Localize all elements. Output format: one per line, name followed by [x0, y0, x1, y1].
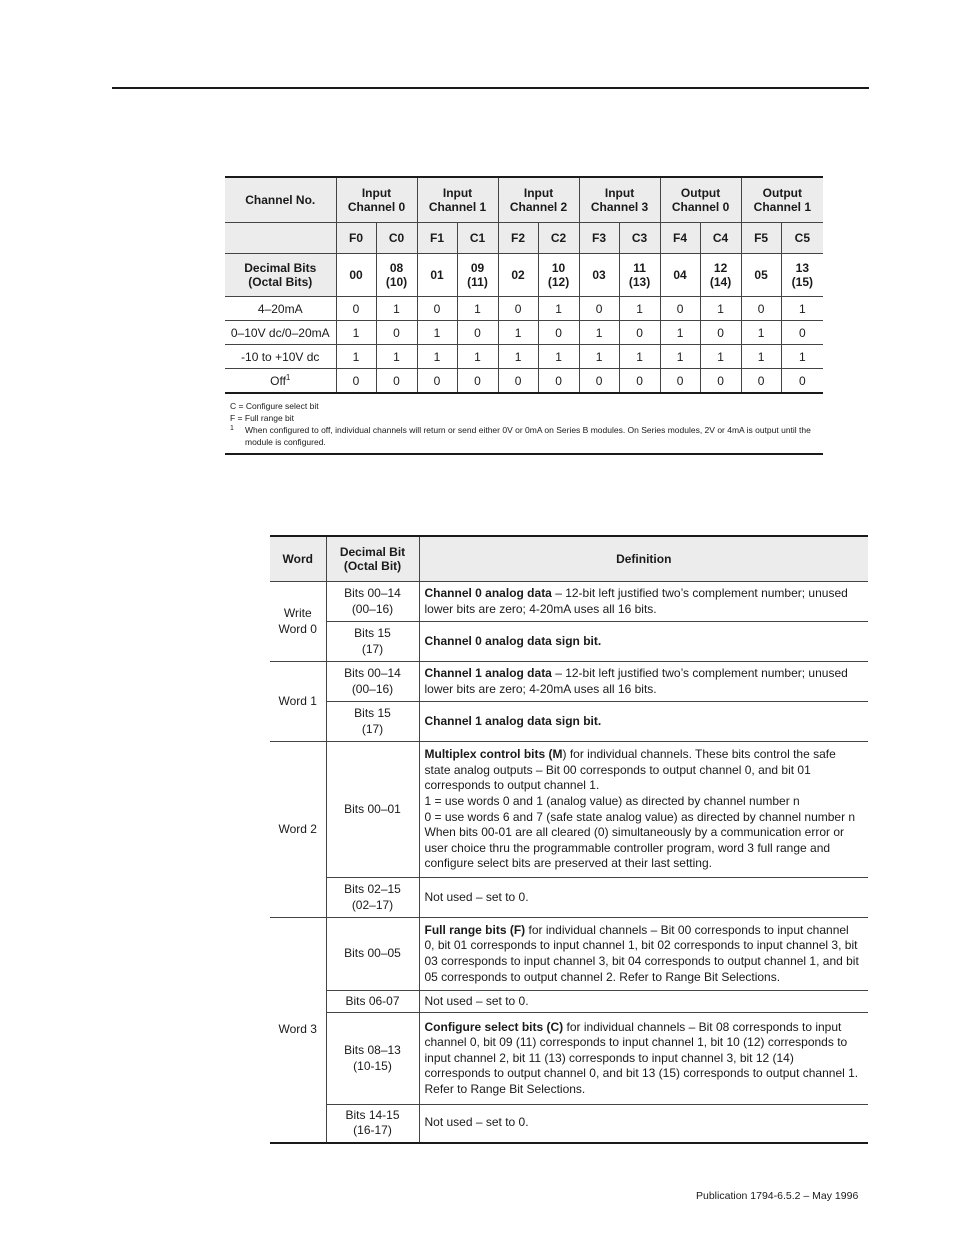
bit-name-cell: C0 — [376, 223, 417, 254]
range-row — [225, 321, 823, 345]
bit-value-cell: 1 — [579, 321, 619, 345]
bit-value-cell: 1 — [741, 345, 781, 369]
bit-name-cell: C2 — [538, 223, 579, 254]
bit-value-cell: 1 — [619, 297, 660, 321]
header-rule — [112, 87, 869, 89]
decimal-bit-cell: 00 — [336, 254, 376, 297]
bit-value-cell: 1 — [660, 321, 700, 345]
bit-name-cell: F1 — [417, 223, 457, 254]
word-cell-write-word-0: Write Word 0 — [270, 582, 326, 662]
word-bit-definition-table — [270, 535, 868, 1144]
bit-value-cell: 0 — [376, 321, 417, 345]
bits-cell: Bits 15 (17) — [326, 702, 419, 742]
definition-cell: Channel 0 analog data sign bit. — [419, 622, 868, 662]
channel-no-header: Channel No. — [225, 177, 336, 223]
bit-value-cell: 1 — [700, 297, 741, 321]
bits-cell: Bits 08–13 (10-15) — [326, 1013, 419, 1105]
bit-value-cell: 0 — [700, 321, 741, 345]
bit-name-cell: F2 — [498, 223, 538, 254]
range-row — [225, 345, 823, 369]
decimal-bits-label: Decimal Bits (Octal Bits) — [225, 254, 336, 297]
definition-cell: Channel 0 analog data – 12-bit left justified two’s complement number; unused lower bits are zero; 4-20mA uses all 16 bits. — [419, 582, 868, 622]
bit-header: Decimal Bit (Octal Bit) — [326, 536, 419, 582]
word-cell-word-2: Word 2 — [270, 742, 326, 918]
word-cell-word-1: Word 1 — [270, 662, 326, 742]
bit-value-cell: 0 — [660, 297, 700, 321]
bit-value-cell: 1 — [498, 345, 538, 369]
group-header-input-2: Input Channel 2 — [498, 177, 579, 223]
range-bit-table — [225, 176, 823, 394]
publication-footer: Publication 1794-6.5.2 – May 1996 — [696, 1190, 859, 1202]
bit-value-cell: 1 — [457, 297, 498, 321]
bit-value-cell: 1 — [457, 345, 498, 369]
definition-cell: Full range bits (F) for individual channels – Bit 00 corresponds to input channel 0, bit 01 corresponds to input channel 1, bit 02 corresponds to input channel 3, bit 03 corresponds to input channel 3, bit 04 corresponds to output channel 1, and bit 05 corresponds to output channel 2. Refer to Range Bit Selections. — [419, 918, 868, 991]
notes-rule — [225, 453, 823, 455]
definition-cell: Not used – set to 0. — [419, 1105, 868, 1143]
bits-cell: Bits 00–14 (00–16) — [326, 662, 419, 702]
definition-cell: Configure select bits (C) for individual channels – Bit 08 corresponds to input channel 0, bit 09 (11) corresponds to input channel 1, bit 10 (12) corresponds to input channel 2, bit 11 (13) corresponds to input channel 3, bit 12 (14) corresponds to output channel 0, and bit 13 (15) corresponds to output channel 1. Refer to Range Bit Selections. — [419, 1013, 868, 1105]
bit-value-cell: 1 — [781, 297, 823, 321]
bit-value-cell: 0 — [498, 369, 538, 394]
bit-name-cell: C1 — [457, 223, 498, 254]
bit-value-cell: 0 — [781, 369, 823, 394]
decimal-bit-cell: 11 (13) — [619, 254, 660, 297]
bit-value-cell: 0 — [619, 369, 660, 394]
bit-value-cell: 0 — [498, 297, 538, 321]
group-header-output-0: Output Channel 0 — [660, 177, 741, 223]
bits-cell: Bits 00–05 — [326, 918, 419, 991]
decimal-bit-cell: 04 — [660, 254, 700, 297]
bits-cell: Bits 15 (17) — [326, 622, 419, 662]
bit-value-cell: 1 — [781, 345, 823, 369]
definition-cell: Not used – set to 0. — [419, 878, 868, 918]
decimal-bit-cell: 12 (14) — [700, 254, 741, 297]
bit-value-cell: 0 — [538, 321, 579, 345]
bit-value-cell: 0 — [579, 297, 619, 321]
range-label: 0–10V dc/0–20mA — [225, 321, 336, 345]
bit-value-cell: 0 — [579, 369, 619, 394]
bit-value-cell: 0 — [741, 297, 781, 321]
range-row — [225, 297, 823, 321]
bit-name-cell: F0 — [336, 223, 376, 254]
bit-name-cell: F4 — [660, 223, 700, 254]
bits-cell: Bits 14-15 (16-17) — [326, 1105, 419, 1143]
bit-value-cell: 0 — [781, 321, 823, 345]
bit-value-cell: 1 — [336, 321, 376, 345]
bits-cell: Bits 02–15 (02–17) — [326, 878, 419, 918]
bit-value-cell: 0 — [336, 297, 376, 321]
table1-notes — [230, 400, 820, 448]
group-header-output-1: Output Channel 1 — [741, 177, 823, 223]
bit-value-cell: 0 — [336, 369, 376, 394]
bit-value-cell: 0 — [700, 369, 741, 394]
group-header-input-0: Input Channel 0 — [336, 177, 417, 223]
bit-value-cell: 1 — [579, 345, 619, 369]
decimal-bit-cell: 08 (10) — [376, 254, 417, 297]
bit-name-cell: C3 — [619, 223, 660, 254]
footnote-mark: 1 — [230, 425, 234, 432]
note-configure-select: C = Configure select bit — [230, 401, 319, 411]
decimal-bit-cell: 05 — [741, 254, 781, 297]
bit-value-cell: 1 — [619, 345, 660, 369]
bit-value-cell: 1 — [417, 345, 457, 369]
bit-name-cell: F3 — [579, 223, 619, 254]
definition-cell: Channel 1 analog data sign bit. — [419, 702, 868, 742]
bit-value-cell: 1 — [700, 345, 741, 369]
bit-name-label-cell — [225, 223, 336, 254]
word-cell-word-3: Word 3 — [270, 918, 326, 1143]
bit-value-cell: 0 — [457, 321, 498, 345]
decimal-bit-cell: 10 (12) — [538, 254, 579, 297]
range-label: -10 to +10V dc — [225, 345, 336, 369]
group-header-input-3: Input Channel 3 — [579, 177, 660, 223]
definition-cell: Channel 1 analog data – 12-bit left justified two’s complement number; unused lower bits are zero; 4-20mA uses all 16 bits. — [419, 662, 868, 702]
bit-value-cell: 0 — [417, 297, 457, 321]
decimal-bit-cell: 13 (15) — [781, 254, 823, 297]
word-header: Word — [270, 536, 326, 582]
range-label: Off$^1$ — [225, 369, 336, 394]
bits-cell: Bits 06-07 — [326, 991, 419, 1013]
group-header-input-1: Input Channel 1 — [417, 177, 498, 223]
definition-header: Definition — [419, 536, 868, 582]
decimal-bit-cell: 01 — [417, 254, 457, 297]
bit-value-cell: 0 — [741, 369, 781, 394]
bit-value-cell: 0 — [538, 369, 579, 394]
range-label: 4–20mA — [225, 297, 336, 321]
decimal-bit-cell: 02 — [498, 254, 538, 297]
bit-value-cell: 0 — [660, 369, 700, 394]
definition-cell: Not used – set to 0. — [419, 991, 868, 1013]
bit-name-cell: C5 — [781, 223, 823, 254]
bit-value-cell: 1 — [660, 345, 700, 369]
bit-value-cell: 1 — [376, 345, 417, 369]
range-row — [225, 369, 823, 394]
bit-value-cell: 0 — [376, 369, 417, 394]
bit-value-cell: 1 — [376, 297, 417, 321]
bit-value-cell: 1 — [498, 321, 538, 345]
bit-value-cell: 1 — [417, 321, 457, 345]
definition-cell: Multiplex control bits (M) for individual channels. These bits control the safe state analog outputs – Bit 00 corresponds to output channel 0, and bit 01 corresponds to output channel 1. 1 = use words 0 and 1 (analog value) as directed by channel number n 0 = use words 6 and 7 (safe state analog value) as directed by channel number n When bits 00-01 are all cleared (0) simultaneously by a communication error or user choice thru the programmable controller program, word 3 full range and configure select bits are preserved at their last setting. — [419, 742, 868, 878]
bit-value-cell: 1 — [538, 297, 579, 321]
bit-value-cell: 0 — [619, 321, 660, 345]
bit-value-cell: 1 — [538, 345, 579, 369]
bit-value-cell: 0 — [457, 369, 498, 394]
bit-name-cell: C4 — [700, 223, 741, 254]
decimal-bit-cell: 03 — [579, 254, 619, 297]
bits-cell: Bits 00–14 (00–16) — [326, 582, 419, 622]
bit-value-cell: 1 — [741, 321, 781, 345]
footnote — [230, 424, 820, 448]
bit-value-cell: 0 — [417, 369, 457, 394]
bit-value-cell: 1 — [336, 345, 376, 369]
decimal-bit-cell: 09 (11) — [457, 254, 498, 297]
footnote-text: When configured to off, individual channels will return or send either 0V or 0mA on Series B modules. On Series modules, 2V or 4mA is output until the module is configured. — [245, 425, 811, 447]
footnote-ref: 1 — [285, 372, 291, 382]
note-full-range: F = Full range bit — [230, 413, 295, 423]
bit-name-cell: F5 — [741, 223, 781, 254]
bits-cell: Bits 00–01 — [326, 742, 419, 878]
